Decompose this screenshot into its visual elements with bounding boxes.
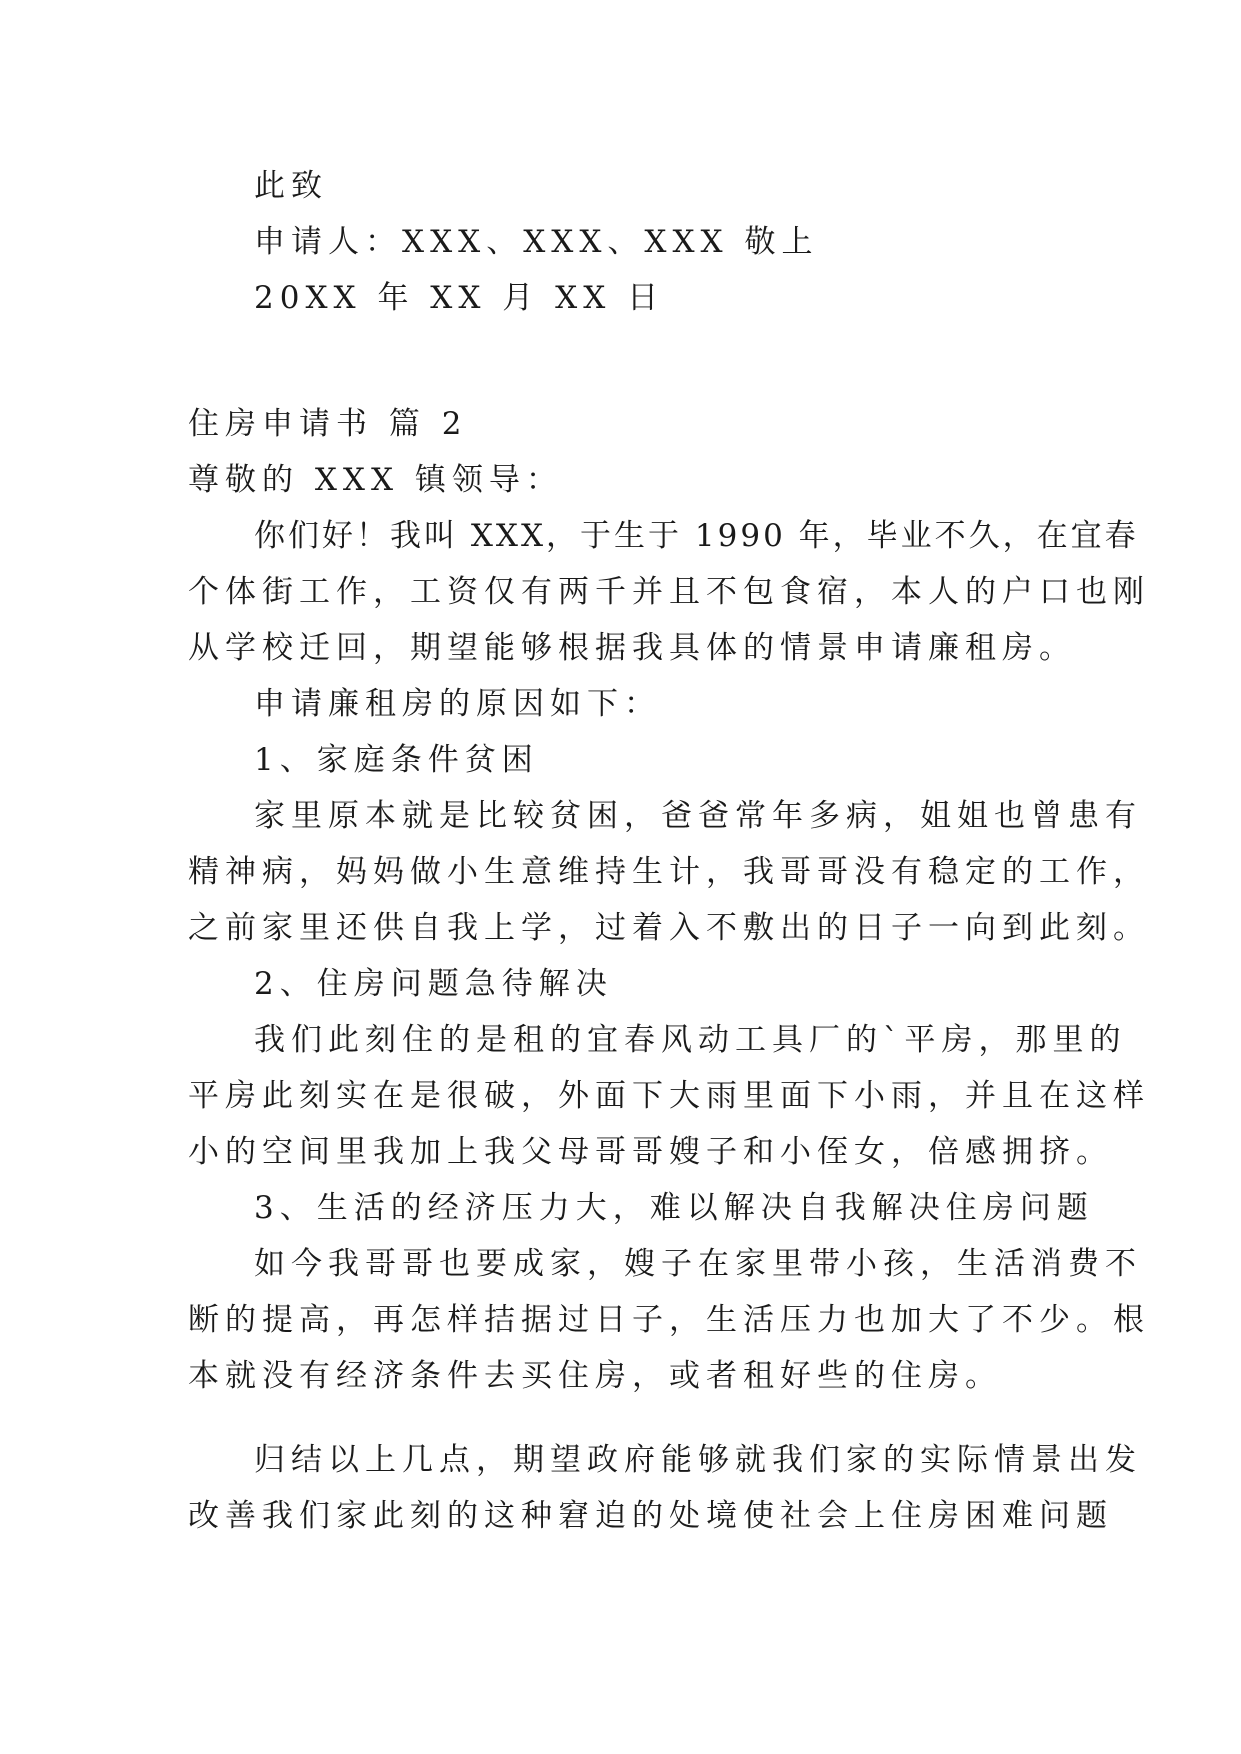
addressee: 尊敬的 XXX 镇领导： bbox=[188, 462, 563, 498]
section-title: 住房申请书 篇 2 bbox=[188, 406, 468, 442]
paragraph-line: 你们好！我叫 XXX，于生于 1990 年，毕业不久，在宜春 bbox=[254, 518, 1139, 554]
paragraph-line: 小的空间里我加上我父母哥哥嫂子和小侄女，倍感拥挤。 bbox=[188, 1134, 1113, 1170]
list-heading: 1、家庭条件贫困 bbox=[254, 742, 539, 778]
paragraph-line: 家里原本就是比较贫困，爸爸常年多病，姐姐也曾患有 bbox=[254, 798, 1142, 834]
paragraph-line: 个体街工作，工资仅有两千并且不包食宿，本人的户口也刚 bbox=[188, 574, 1150, 610]
list-heading: 3、生活的经济压力大，难以解决自我解决住房问题 bbox=[254, 1190, 1094, 1226]
paragraph-line: 改善我们家此刻的这种窘迫的处境使社会上住房困难问题 bbox=[188, 1498, 1113, 1534]
paragraph-line: 如今我哥哥也要成家，嫂子在家里带小孩，生活消费不 bbox=[254, 1246, 1142, 1282]
list-heading: 2、住房问题急待解决 bbox=[254, 966, 613, 1002]
paragraph-line: 平房此刻实在是很破，外面下大雨里面下小雨，并且在这样 bbox=[188, 1078, 1150, 1114]
closing-applicant: 申请人：XXX、XXX、XXX 敬上 bbox=[254, 224, 819, 260]
paragraph-line: 精神病，妈妈做小生意维持生计，我哥哥没有稳定的工作， bbox=[188, 854, 1150, 890]
paragraph-line: 之前家里还供自我上学，过着入不敷出的日子一向到此刻。 bbox=[188, 910, 1150, 946]
paragraph-line: 从学校迁回，期望能够根据我具体的情景申请廉租房。 bbox=[188, 630, 1076, 666]
closing-date: 20XX 年 XX 月 XX 日 bbox=[254, 280, 665, 316]
closing-salutation: 此致 bbox=[254, 168, 328, 204]
paragraph-line: 本就没有经济条件去买住房，或者租好些的住房。 bbox=[188, 1358, 1002, 1394]
paragraph-line: 我们此刻住的是租的宜春风动工具厂的`平房，那里的 bbox=[254, 1022, 1127, 1058]
paragraph-line: 归结以上几点，期望政府能够就我们家的实际情景出发 bbox=[254, 1442, 1142, 1478]
paragraph-line: 断的提高，再怎样拮据过日子，生活压力也加大了不少。根 bbox=[188, 1302, 1150, 1338]
paragraph-line: 申请廉租房的原因如下： bbox=[254, 686, 661, 722]
